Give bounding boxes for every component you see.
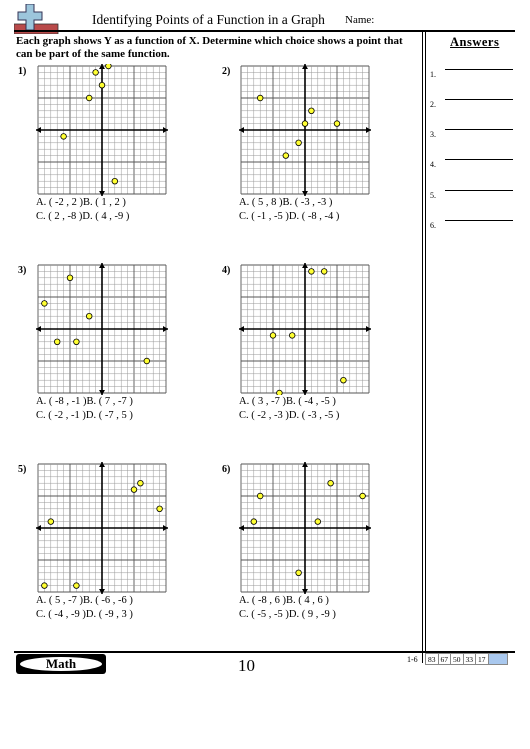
subject-label: Math <box>45 656 77 671</box>
plotted-point <box>131 487 137 493</box>
plotted-point <box>334 121 340 127</box>
choice-b[interactable]: B. ( -6 , -6 ) <box>82 595 133 606</box>
plotted-point <box>61 134 67 140</box>
choice-d[interactable]: D. ( -7 , 5 ) <box>85 410 133 421</box>
choice-b[interactable]: B. ( 1 , 2 ) <box>82 197 126 208</box>
answer-label-3: 3. <box>430 130 436 139</box>
score-cell: 33 <box>463 654 476 665</box>
axis-arrow-icon <box>163 127 168 133</box>
axis-arrow-icon <box>302 263 308 268</box>
axis-arrow-icon <box>99 263 105 268</box>
choice-c[interactable]: C. ( -2 , -1 ) <box>36 410 86 421</box>
choices-6 <box>239 594 336 622</box>
score-cell: 83 <box>426 654 439 665</box>
plotted-point <box>74 583 80 589</box>
choice-d[interactable]: D. ( 4 , -9 ) <box>82 211 130 222</box>
answer-column-rule-2 <box>425 31 426 663</box>
page-number: 10 <box>238 656 255 675</box>
answer-line-4[interactable] <box>445 159 513 160</box>
axis-arrow-icon <box>366 127 371 133</box>
score-cell: 50 <box>451 654 464 665</box>
problem-number-5: 5) <box>18 464 27 475</box>
answer-line-2[interactable] <box>445 99 513 100</box>
axis-arrow-icon <box>239 326 244 332</box>
instructions: Each graph shows Y as a function of X. Determine which choice shows a point that can be part of the same function. <box>16 35 403 60</box>
plotted-point <box>257 493 263 499</box>
choice-c[interactable]: C. ( -4 , -9 ) <box>36 609 86 620</box>
choices-4 <box>239 395 339 423</box>
choice-b[interactable]: B. ( -3 , -3 ) <box>282 197 333 208</box>
axis-arrow-icon <box>302 462 308 467</box>
axis-arrow-icon <box>239 525 244 531</box>
plotted-point <box>93 70 99 76</box>
graph-2 <box>239 64 371 196</box>
score-cell: 67 <box>438 654 451 665</box>
choices-2 <box>239 196 339 224</box>
axis-arrow-icon <box>99 462 105 467</box>
plotted-point <box>328 480 334 486</box>
plotted-point <box>54 339 60 345</box>
choice-d[interactable]: D. ( 9 , -9 ) <box>288 609 336 620</box>
plotted-point <box>296 140 302 146</box>
plotted-point <box>106 64 112 69</box>
plotted-point <box>42 301 48 307</box>
plotted-point <box>144 358 150 364</box>
axis-arrow-icon <box>302 64 308 69</box>
answer-label-5: 5. <box>430 191 436 200</box>
problem-range: 1-6 <box>407 655 418 664</box>
plotted-point <box>86 95 92 101</box>
answer-column-rule-1 <box>422 31 423 663</box>
axis-arrow-icon <box>36 127 41 133</box>
problem-number-2: 2) <box>222 66 231 77</box>
choice-a[interactable]: A. ( 3 , -7 ) <box>239 396 286 407</box>
problem-number-3: 3) <box>18 265 27 276</box>
choices-1 <box>36 196 129 224</box>
plotted-point <box>321 269 327 275</box>
choice-a[interactable]: A. ( 5 , -7 ) <box>36 595 83 606</box>
choice-a[interactable]: A. ( -2 , 2 ) <box>36 197 83 208</box>
plotted-point <box>157 506 163 512</box>
choice-a[interactable]: A. ( 5 , 8 ) <box>239 197 283 208</box>
plotted-point <box>283 153 289 159</box>
problem-number-6: 6) <box>222 464 231 475</box>
choice-b[interactable]: B. ( 7 , -7 ) <box>86 396 133 407</box>
plotted-point <box>296 570 302 576</box>
choice-d[interactable]: D. ( -8 , -4 ) <box>288 211 340 222</box>
score-cell: 17 <box>476 654 489 665</box>
graph-6 <box>239 462 371 594</box>
plotted-point <box>42 583 48 589</box>
axis-arrow-icon <box>239 127 244 133</box>
graph-3 <box>36 263 168 395</box>
plotted-point <box>67 275 73 281</box>
axis-arrow-icon <box>366 525 371 531</box>
header-rule <box>14 30 515 32</box>
plotted-point <box>270 333 276 339</box>
plotted-point <box>251 519 257 525</box>
choice-c[interactable]: C. ( -1 , -5 ) <box>239 211 289 222</box>
graph-4 <box>239 263 371 395</box>
plotted-point <box>315 519 321 525</box>
axis-arrow-icon <box>163 326 168 332</box>
axis-arrow-icon <box>366 326 371 332</box>
axis-arrow-icon <box>163 525 168 531</box>
answer-label-4: 4. <box>430 160 436 169</box>
plotted-point <box>302 121 308 127</box>
plotted-point <box>289 333 295 339</box>
score-cell: 0 <box>488 654 507 665</box>
worksheet-title: Identifying Points of a Function in a Graph <box>92 12 325 27</box>
answer-label-1: 1. <box>430 70 436 79</box>
axis-arrow-icon <box>36 525 41 531</box>
problem-number-4: 4) <box>222 265 231 276</box>
plotted-point <box>86 313 92 319</box>
answer-line-1[interactable] <box>445 69 513 70</box>
name-label: Name: <box>345 14 375 26</box>
choice-d[interactable]: D. ( -3 , -5 ) <box>288 410 340 421</box>
plotted-point <box>360 493 366 499</box>
plotted-point <box>48 519 54 525</box>
choice-c[interactable]: C. ( -2 , -3 ) <box>239 410 289 421</box>
plotted-point <box>257 95 263 101</box>
choices-3 <box>36 395 133 423</box>
graph-5 <box>36 462 168 594</box>
answer-label-6: 6. <box>430 221 436 230</box>
answers-title: Answers <box>450 35 500 49</box>
axis-arrow-icon <box>99 64 105 69</box>
subject-badge <box>16 654 106 674</box>
axis-arrow-icon <box>36 326 41 332</box>
score-table <box>425 653 508 665</box>
answer-label-2: 2. <box>430 100 436 109</box>
choices-5 <box>36 594 133 622</box>
plotted-point <box>112 178 118 184</box>
choice-c[interactable]: C. ( -5 , -5 ) <box>239 609 289 620</box>
plotted-point <box>138 480 144 486</box>
choice-d[interactable]: D. ( -9 , 3 ) <box>85 609 133 620</box>
plotted-point <box>341 377 347 383</box>
answer-line-6[interactable] <box>445 220 513 221</box>
answer-line-3[interactable] <box>445 129 513 130</box>
choice-a[interactable]: A. ( -8 , 6 ) <box>239 595 286 606</box>
choice-a[interactable]: A. ( -8 , -1 ) <box>36 396 87 407</box>
plotted-point <box>309 108 315 114</box>
plotted-point <box>74 339 80 345</box>
problem-number-1: 1) <box>18 66 27 77</box>
graph-1 <box>36 64 168 196</box>
choice-b[interactable]: B. ( -4 , -5 ) <box>285 396 336 407</box>
plotted-point <box>309 269 315 275</box>
choice-b[interactable]: B. ( 4 , 6 ) <box>285 595 329 606</box>
plotted-point <box>99 82 105 88</box>
answer-line-5[interactable] <box>445 190 513 191</box>
choice-c[interactable]: C. ( 2 , -8 ) <box>36 211 83 222</box>
